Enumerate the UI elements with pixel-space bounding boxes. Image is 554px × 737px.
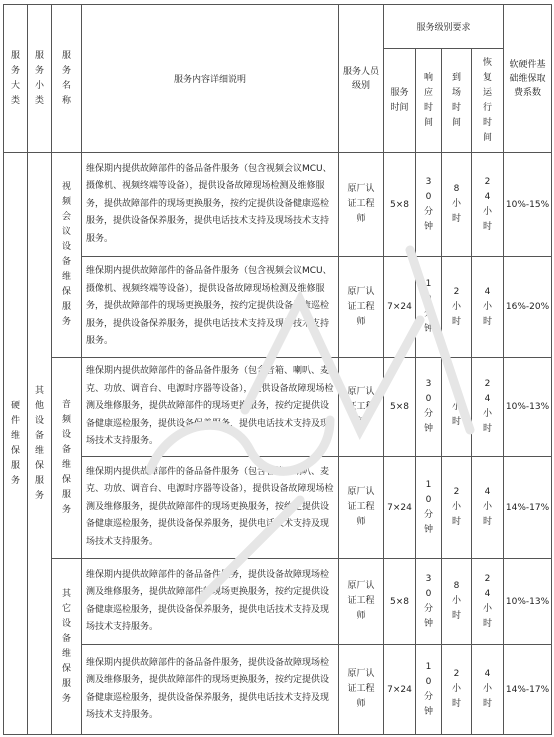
staff-cell: 原厂认证工程师 [339, 645, 384, 735]
onsite-cell: 8小时 [442, 559, 472, 645]
staff-cell: 原厂认证工程师 [339, 153, 384, 257]
service-time-cell: 7×24 [384, 257, 416, 358]
table-row [4, 358, 552, 457]
table-row [4, 257, 552, 358]
onsite-cell: 2小时 [442, 645, 472, 735]
header-description: 服务内容详细说明 [82, 5, 339, 153]
description-cell: 维保期内提供故障部件的备品备件服务（包含视频会议MCU、摄像机、视频终端等设备），提供设备故障现场检测及维修服务，提供故障部件的现场更换服务，按约定提供设备健康巡检服务，提供设备保养服务，提供电话技术支持及现场技术支持服务。 [82, 153, 339, 257]
description-cell: 维保期内提供故障部件的备品备件服务（包含视频会议MCU、摄像机、视频终端等设备），提供设备故障现场检测及维修服务，提供故障部件的现场更换服务，按约定提供设备健康巡检服务，提供设备保养服务，提供电话技术支持及现场技术支持服务。 [82, 257, 339, 358]
fee-cell: 10%-15% [504, 153, 552, 257]
subcategory-cell: 其他设备维保服务 [28, 153, 52, 735]
response-cell: 10分钟 [416, 645, 442, 735]
recovery-cell: 4小时 [472, 457, 504, 559]
service-time-cell: 7×24 [384, 645, 416, 735]
table-row [4, 645, 552, 735]
header-recovery-time: 恢复运行时间 [472, 49, 504, 153]
response-cell: 30分钟 [416, 153, 442, 257]
header-fee-coefficient: 软硬件基础维保取费系数 [504, 5, 552, 153]
staff-cell: 原厂认证工程师 [339, 257, 384, 358]
header-staff-level: 服务人员级别 [339, 5, 384, 153]
recovery-cell: 4小时 [472, 257, 504, 358]
header-subcategory: 服务小类 [28, 5, 52, 153]
description-cell: 维保期内提供故障部件的备品备件服务（包含音箱、喇叭、麦克、功放、调音台、电源时序器等设备），提供设备故障现场检测及维修服务，提供故障部件的现场更换服务，按约定提供设备健康巡检服务，提供设备保养服务，提供电话技术支持及现场技术支持服务。 [82, 457, 339, 559]
service-name-cell: 视频会议设备维保服务 [52, 153, 82, 358]
service-time-cell: 5×8 [384, 559, 416, 645]
table-row [4, 559, 552, 645]
response-cell: 30分钟 [416, 559, 442, 645]
fee-cell: 10%-13% [504, 358, 552, 457]
response-cell: 10分钟 [416, 257, 442, 358]
description-cell: 维保期内提供故障部件的备品备件服务，提供设备故障现场检测及维修服务，提供故障部件的现场更换服务，按约定提供设备健康巡检服务，提供设备保养服务，提供电话技术支持及现场技术支持服务。 [82, 559, 339, 645]
response-cell: 30分钟 [416, 358, 442, 457]
description-cell: 维保期内提供故障部件的备品备件服务，提供设备故障现场检测及维修服务，提供故障部件的现场更换服务，按约定提供设备健康巡检服务，提供设备保养服务，提供电话技术支持及现场技术支持服务。 [82, 645, 339, 735]
header-response-time: 响应时间 [416, 49, 442, 153]
service-time-cell: 5×8 [384, 358, 416, 457]
fee-cell: 14%-17% [504, 645, 552, 735]
recovery-cell: 24小时 [472, 358, 504, 457]
service-time-cell: 5×8 [384, 153, 416, 257]
table-row [4, 153, 552, 257]
onsite-cell: 2小时 [442, 257, 472, 358]
header-service-time: 服务时间 [384, 49, 416, 153]
service-name-cell: 其它设备维保服务 [52, 559, 82, 735]
description-cell: 维保期内提供故障部件的备品备件服务（包含音箱、喇叭、麦克、功放、调音台、电源时序器等设备），提供设备故障现场检测及维修服务，提供故障部件的现场更换服务，按约定提供设备健康巡检服务，提供设备保养服务，提供电话技术支持及现场技术支持服务。 [82, 358, 339, 457]
header-onsite-time: 到场时间 [442, 49, 472, 153]
fee-cell: 14%-17% [504, 457, 552, 559]
onsite-cell: 8小时 [442, 358, 472, 457]
service-name-cell: 音频设备维保服务 [52, 358, 82, 559]
service-level-table [3, 4, 552, 735]
recovery-cell: 4小时 [472, 645, 504, 735]
fee-cell: 10%-13% [504, 559, 552, 645]
header-category: 服务大类 [4, 5, 28, 153]
staff-cell: 原厂认证工程师 [339, 559, 384, 645]
recovery-cell: 24小时 [472, 559, 504, 645]
header-level-requirements: 服务级别要求 [384, 5, 504, 49]
category-cell: 硬件维保服务 [4, 153, 28, 735]
onsite-cell: 8小时 [442, 153, 472, 257]
response-cell: 10分钟 [416, 457, 442, 559]
onsite-cell: 2小时 [442, 457, 472, 559]
staff-cell: 原厂认证工程师 [339, 457, 384, 559]
recovery-cell: 24小时 [472, 153, 504, 257]
service-time-cell: 7×24 [384, 457, 416, 559]
staff-cell: 原厂认证工程师 [339, 358, 384, 457]
header-service-name: 服务名称 [52, 5, 82, 153]
table-row [4, 457, 552, 559]
fee-cell: 16%-20% [504, 257, 552, 358]
